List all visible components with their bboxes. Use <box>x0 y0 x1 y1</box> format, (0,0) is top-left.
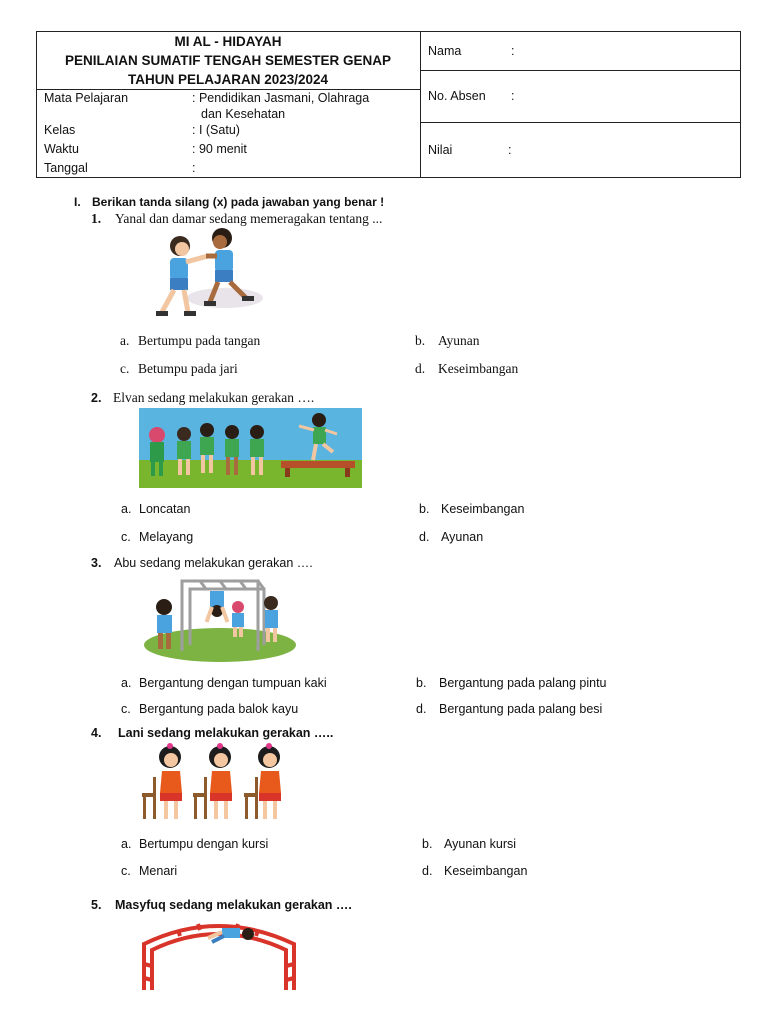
q1-option-c-letter: c. <box>120 361 130 376</box>
q3-option-c-text[interactable]: Bergantung pada balok kayu <box>139 702 299 716</box>
q1-option-a-letter: a. <box>120 333 130 348</box>
class-label: Kelas <box>44 123 76 137</box>
girl-with-chair-3 <box>244 743 281 819</box>
q1-option-b-text[interactable]: Ayunan <box>438 333 480 348</box>
header-divider-vertical <box>420 31 421 178</box>
question-4-number: 4. <box>91 726 102 740</box>
q4-option-a-letter: a. <box>121 837 132 851</box>
q3-option-b-text[interactable]: Bergantung pada palang pintu <box>439 676 607 690</box>
boy-on-bars <box>208 928 254 942</box>
subject-label: Mata Pelajaran <box>44 91 129 105</box>
question-5-illustration <box>138 914 304 992</box>
question-2-illustration <box>139 408 362 488</box>
q2-option-a-letter: a. <box>121 502 132 516</box>
date-label: Tanggal <box>44 161 88 175</box>
q1-option-d-text[interactable]: Keseimbangan <box>438 361 519 376</box>
subject-value: : Pendidikan Jasmani, Olahraga <box>192 91 370 105</box>
girl-with-chair-1 <box>142 743 182 819</box>
subject-value-cont: dan Kesehatan <box>201 107 286 121</box>
q2-option-b-text[interactable]: Keseimbangan <box>441 502 525 516</box>
absen-label: No. Absen <box>428 89 486 103</box>
q3-option-a-letter: a. <box>121 676 132 690</box>
time-label: Waktu <box>44 142 79 156</box>
score-label: Nilai <box>428 143 453 157</box>
name-colon: : <box>511 44 515 58</box>
q1-option-c-text[interactable]: Betumpu pada jari <box>138 361 238 376</box>
section-numeral: I. <box>74 195 81 209</box>
question-3-number: 3. <box>91 556 102 570</box>
score-colon: : <box>508 143 512 157</box>
school-name: MI AL - HIDAYAH <box>174 34 282 49</box>
q3-option-b-letter: b. <box>416 676 427 690</box>
q4-option-d-text[interactable]: Keseimbangan <box>444 864 528 878</box>
question-4-text: Lani sedang melakukan gerakan ….. <box>118 726 334 740</box>
q1-option-b-letter: b. <box>415 333 426 348</box>
question-3-illustration <box>140 573 296 665</box>
q4-option-d-letter: d. <box>422 864 433 878</box>
q2-option-c-letter: c. <box>121 530 131 544</box>
school-year: TAHUN PELAJARAN 2023/2024 <box>127 72 329 87</box>
header-divider-right-1 <box>420 70 741 71</box>
q4-option-c-text[interactable]: Menari <box>139 864 178 878</box>
header-divider-right-2 <box>420 122 741 123</box>
question-2-number: 2. <box>91 391 102 405</box>
question-5-number: 5. <box>91 898 102 912</box>
question-1-number: 1. <box>91 211 102 226</box>
girl-with-chair-2 <box>193 743 232 819</box>
q3-option-d-letter: d. <box>416 702 427 716</box>
q4-option-b-letter: b. <box>422 837 433 851</box>
question-4-illustration <box>140 743 286 823</box>
name-label: Nama <box>428 44 462 58</box>
absen-colon: : <box>511 89 515 103</box>
q4-option-a-text[interactable]: Bertumpu dengan kursi <box>139 837 269 851</box>
question-2-text: Elvan sedang melakukan gerakan …. <box>113 390 315 405</box>
q3-option-c-letter: c. <box>121 702 131 716</box>
q2-option-d-letter: d. <box>419 530 430 544</box>
q2-option-b-letter: b. <box>419 502 430 516</box>
q3-option-d-text[interactable]: Bergantung pada palang besi <box>439 702 603 716</box>
q2-option-d-text[interactable]: Ayunan <box>441 530 484 544</box>
q4-option-b-text[interactable]: Ayunan kursi <box>444 837 517 851</box>
question-1-text: Yanal dan damar sedang memeragakan tentang ... <box>115 211 383 226</box>
q3-option-a-text[interactable]: Bergantung dengan tumpuan kaki <box>139 676 327 690</box>
header-divider-left <box>36 89 420 90</box>
class-value: : I (Satu) <box>192 123 240 137</box>
q1-option-d-letter: d. <box>415 361 426 376</box>
section-instruction: Berikan tanda silang (x) pada jawaban yang benar ! <box>92 195 385 209</box>
hanging-child <box>205 591 230 623</box>
time-value: : 90 menit <box>192 142 247 156</box>
q2-option-c-text[interactable]: Melayang <box>139 530 194 544</box>
date-value: : <box>192 161 196 175</box>
q2-option-a-text[interactable]: Loncatan <box>139 502 191 516</box>
q1-option-a-text[interactable]: Bertumpu pada tangan <box>138 333 261 348</box>
exam-title: PENILAIAN SUMATIF TENGAH SEMESTER GENAP <box>64 53 392 68</box>
question-3-text: Abu sedang melakukan gerakan …. <box>114 556 313 570</box>
question-1-illustration <box>140 228 265 323</box>
q4-option-c-letter: c. <box>121 864 131 878</box>
question-5-text: Masyfuq sedang melakukan gerakan …. <box>115 898 352 912</box>
